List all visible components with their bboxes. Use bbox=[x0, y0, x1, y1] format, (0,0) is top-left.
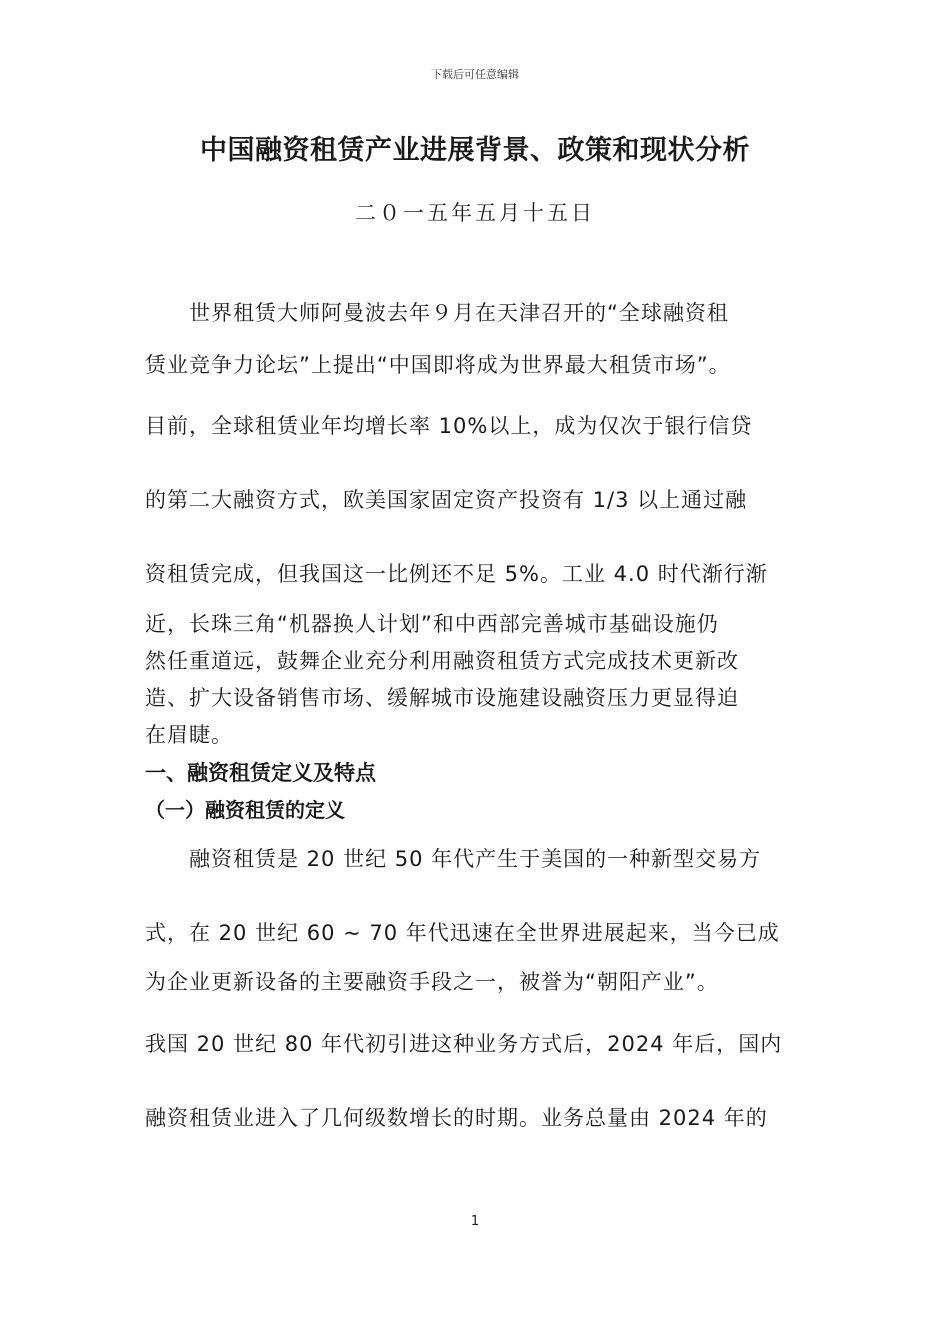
paragraph-line: 在眉睫。 bbox=[145, 723, 233, 747]
paragraph-line: 融资租赁是 20 世纪 50 年代产生于美国的一种新型交易方 bbox=[145, 847, 762, 871]
paragraph-line: 造、扩大设备销售市场、缓解城市设施建设融资压力更显得迫 bbox=[145, 686, 739, 710]
paragraph-line: 近，长珠三角“机器换人计划”和中西部完善城市基础设施仍 bbox=[145, 612, 719, 636]
page-header-note: 下载后可任意编辑 bbox=[431, 68, 519, 81]
paragraph-line: 资租赁完成，但我国这一比例还不足 5%。工业 4.0 时代渐行渐 bbox=[145, 562, 768, 586]
paragraph-line: 我国 20 世纪 80 年代初引进这种业务方式后，2024 年后，国内 bbox=[145, 1032, 783, 1056]
paragraph-line: 的第二大融资方式，欧美国家固定资产投资有 1/3 以上通过融 bbox=[145, 488, 748, 512]
page-number: 1 bbox=[470, 1214, 480, 1229]
paragraph-line: 融资租赁业进入了几何级数增长的时期。业务总量由 2024 年的 bbox=[145, 1106, 768, 1130]
document-date: 二０一五年五月十五日 bbox=[355, 201, 595, 225]
paragraph-line: 然任重道远，鼓舞企业充分利用融资租赁方式完成技术更新改 bbox=[145, 649, 739, 673]
document-title: 中国融资租赁产业进展背景、政策和现状分析 bbox=[200, 135, 750, 166]
paragraph-line: 式，在 20 世纪 60 ~ 70 年代迅速在全世界进展起来，当今已成 bbox=[145, 921, 780, 945]
section-heading-1: 一、融资租赁定义及特点 bbox=[145, 761, 376, 785]
paragraph-line: 世界租赁大师阿曼波去年９月在天津召开的“全球融资租 bbox=[145, 301, 729, 325]
section-heading-2: （一）融资租赁的定义 bbox=[145, 798, 345, 822]
paragraph-line: 为企业更新设备的主要融资手段之一，被誉为“朝阳产业”。 bbox=[145, 970, 719, 994]
paragraph-line: 目前，全球租赁业年均增长率 10%以上，成为仅次于银行信贷 bbox=[145, 414, 753, 438]
paragraph-line: 赁业竞争力论坛”上提出“中国即将成为世界最大租赁市场”。 bbox=[145, 353, 731, 377]
